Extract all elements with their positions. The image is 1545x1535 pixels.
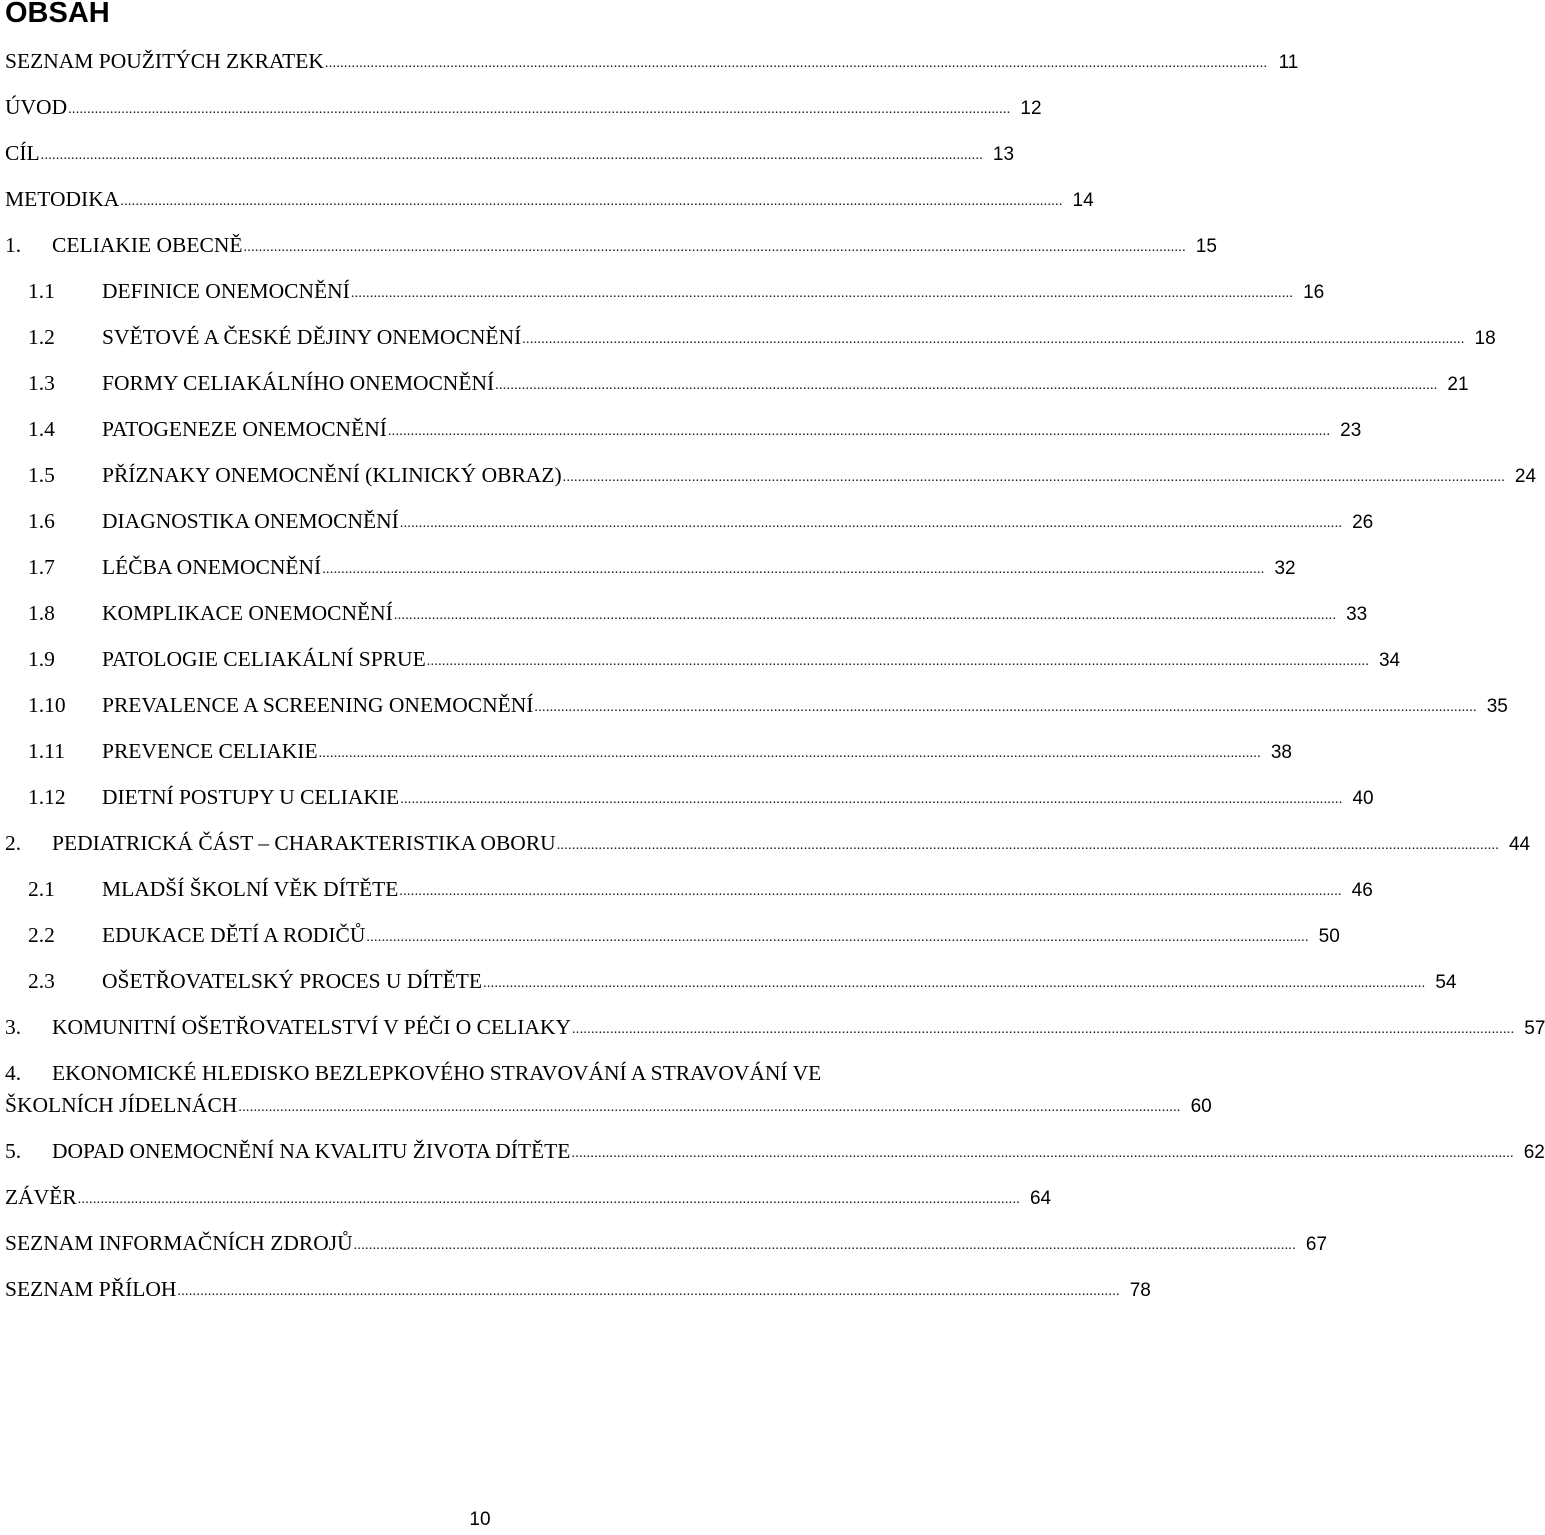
- toc-leader-dots: [427, 643, 1369, 677]
- toc-entry-page: 16: [1303, 282, 1325, 303]
- toc-entry-page: 78: [1129, 1280, 1151, 1301]
- toc-entry[interactable]: [5, 1058, 960, 1088]
- toc-entry-page: 13: [992, 144, 1015, 165]
- toc-entry[interactable]: [5, 1228, 1328, 1258]
- toc-entry-number: 2.2: [28, 923, 55, 947]
- toc-leader-dots: [78, 1181, 1020, 1215]
- toc-entry[interactable]: [28, 506, 1374, 536]
- toc-entry-page: 24: [1514, 466, 1537, 487]
- toc-leader-dots: [394, 597, 1336, 631]
- toc-entry-title: SVĚTOVÉ A ČESKÉ DĚJINY ONEMOCNĚNÍ: [102, 325, 522, 349]
- toc-entry[interactable]: [5, 1182, 1052, 1212]
- toc-entry-page: 11: [1278, 52, 1299, 73]
- toc-entry-title: ÚVOD: [5, 95, 68, 119]
- toc-entry-title: DIAGNOSTIKA ONEMOCNĚNÍ: [102, 509, 399, 533]
- toc-entry-title-continued: ŠKOLNÍCH JÍDELNÁCH: [5, 1093, 238, 1117]
- toc-entry[interactable]: [5, 1012, 1545, 1042]
- toc-leader-dots: [354, 1227, 1296, 1261]
- toc-entry-title: CELIAKIE OBECNĚ: [52, 233, 243, 257]
- toc-leader-dots: [483, 965, 1425, 999]
- toc-entry-number: 1.: [5, 233, 22, 257]
- toc-entry-page: 33: [1346, 604, 1368, 625]
- toc-entry-number: 1.8: [28, 601, 55, 625]
- toc-leader-dots: [322, 551, 1264, 585]
- toc-entry-title: KOMUNITNÍ OŠETŘOVATELSTVÍ V PÉČI O CELIAKY: [52, 1015, 571, 1039]
- toc-entry-number: 1.6: [28, 509, 55, 533]
- toc-entry-title: DEFINICE ONEMOCNĚNÍ: [102, 279, 350, 303]
- toc-entry-title: MLADŠÍ ŠKOLNÍ VĚK DÍTĚTE: [102, 877, 399, 901]
- toc-entry-title: PATOLOGIE CELIAKÁLNÍ SPRUE: [102, 647, 426, 671]
- toc-entry-title: PATOGENEZE ONEMOCNĚNÍ: [102, 417, 387, 441]
- toc-leader-dots: [557, 827, 1499, 861]
- toc-entry[interactable]: [28, 874, 1373, 904]
- toc-entry-title: SEZNAM POUŽITÝCH ZKRATEK: [5, 49, 324, 73]
- toc-entry-page: 60: [1190, 1096, 1212, 1117]
- toc-entry-page: 44: [1508, 834, 1531, 855]
- toc-entry-number: 1.12: [28, 785, 66, 809]
- toc-heading: OBSAH: [5, 0, 110, 29]
- toc-entry-page: 14: [1072, 190, 1094, 211]
- toc-entry-page: 67: [1305, 1234, 1328, 1255]
- toc-entry-title: CÍL: [5, 141, 40, 165]
- toc-entry[interactable]: [28, 598, 1368, 628]
- toc-entry[interactable]: [28, 644, 1401, 674]
- toc-entry[interactable]: [28, 368, 1469, 398]
- toc-entry-page: 35: [1486, 696, 1508, 717]
- toc-entry[interactable]: [5, 230, 1217, 260]
- toc-entry[interactable]: [5, 184, 1094, 214]
- toc-leader-dots: [563, 459, 1505, 493]
- toc-leader-dots: [120, 183, 1062, 217]
- toc-entry[interactable]: [5, 138, 1015, 168]
- toc-entry[interactable]: [5, 92, 1042, 122]
- toc-entry-number: 1.3: [28, 371, 55, 395]
- toc-leader-dots: [495, 367, 1437, 401]
- toc-entry-number: 1.5: [28, 463, 55, 487]
- toc-entry-number: 4.: [5, 1061, 22, 1085]
- toc-entry[interactable]: [28, 460, 1537, 490]
- toc-leader-dots: [319, 735, 1261, 769]
- toc-entry[interactable]: [5, 1274, 1151, 1304]
- toc-entry-page: 46: [1351, 880, 1373, 901]
- toc-entry-title: LÉČBA ONEMOCNĚNÍ: [102, 555, 322, 579]
- toc-leader-dots: [41, 137, 983, 171]
- toc-entry[interactable]: [28, 782, 1374, 812]
- toc-entry-number: 1.2: [28, 325, 55, 349]
- toc-entry-continuation[interactable]: [5, 1090, 1212, 1120]
- toc-entry-number: 1.11: [28, 739, 65, 763]
- toc-leader-dots: [177, 1273, 1119, 1307]
- toc-entry-page: 21: [1447, 374, 1469, 395]
- toc-entry[interactable]: [28, 736, 1292, 766]
- toc-entry-title: SEZNAM INFORMAČNÍCH ZDROJŮ: [5, 1231, 353, 1255]
- toc-entry[interactable]: [5, 46, 1299, 76]
- toc-entry-page: 64: [1029, 1188, 1052, 1209]
- toc-entry-title: FORMY CELIAKÁLNÍHO ONEMOCNĚNÍ: [102, 371, 495, 395]
- toc-entry-title: SEZNAM PŘÍLOH: [5, 1277, 177, 1301]
- toc-entry-page: 40: [1352, 788, 1374, 809]
- toc-leader-dots: [388, 413, 1330, 447]
- toc-entry-title: EKONOMICKÉ HLEDISKO BEZLEPKOVÉHO STRAVOVÁNÍ A STRAVOVÁNÍ VE: [52, 1061, 822, 1085]
- toc-leader-dots: [571, 1135, 1513, 1169]
- toc-entry-page: 15: [1195, 236, 1217, 257]
- toc-entry-page: 57: [1524, 1018, 1545, 1039]
- toc-entry[interactable]: [28, 966, 1457, 996]
- toc-entry-title: OŠETŘOVATELSKÝ PROCES U DÍTĚTE: [102, 969, 483, 993]
- toc-leader-dots: [400, 505, 1342, 539]
- toc-leader-dots: [325, 45, 1267, 79]
- toc-entry-number: 2.3: [28, 969, 55, 993]
- toc-entry-title: ZÁVĚR: [5, 1185, 77, 1209]
- toc-entry[interactable]: [5, 828, 1531, 858]
- toc-entry[interactable]: [28, 690, 1508, 720]
- toc-entry-number: 2.: [5, 831, 22, 855]
- toc-entry-title: PREVALENCE A SCREENING ONEMOCNĚNÍ: [102, 693, 534, 717]
- toc-entry-number: 1.4: [28, 417, 55, 441]
- toc-entry-title: KOMPLIKACE ONEMOCNĚNÍ: [102, 601, 393, 625]
- toc-entry-number: 3.: [5, 1015, 22, 1039]
- toc-entry[interactable]: [28, 920, 1340, 950]
- toc-leader-dots: [351, 275, 1293, 309]
- toc-entry-title: DOPAD ONEMOCNĚNÍ NA KVALITU ŽIVOTA DÍTĚTE: [52, 1139, 571, 1163]
- toc-entry-title: EDUKACE DĚTÍ A RODIČŮ: [102, 923, 366, 947]
- toc-entry-number: 1.1: [28, 279, 55, 303]
- toc-entry-page: 34: [1378, 650, 1401, 671]
- toc-entry-title: DIETNÍ POSTUPY U CELIAKIE: [102, 785, 400, 809]
- toc-entry[interactable]: [28, 276, 1325, 306]
- toc-entry-page: 38: [1270, 742, 1292, 763]
- toc-entry-number: 2.1: [28, 877, 55, 901]
- toc-entry-page: 26: [1352, 512, 1374, 533]
- page-number: 10: [469, 1509, 491, 1530]
- toc-entry-title: PŘÍZNAKY ONEMOCNĚNÍ (KLINICKÝ OBRAZ): [102, 463, 562, 487]
- toc-entry-title: METODIKA: [5, 187, 120, 211]
- toc-leader-dots: [400, 781, 1342, 815]
- toc-entry-page: 54: [1435, 972, 1457, 993]
- toc-entry-number: 1.7: [28, 555, 55, 579]
- toc-leader-dots: [238, 1089, 1180, 1123]
- toc-entry[interactable]: [28, 414, 1362, 444]
- toc-entry[interactable]: [28, 322, 1496, 352]
- toc-leader-dots: [244, 229, 1186, 263]
- toc-leader-dots: [366, 919, 1308, 953]
- toc-leader-dots: [572, 1011, 1514, 1045]
- toc-leader-dots: [68, 91, 1010, 125]
- toc-entry-page: 50: [1318, 926, 1340, 947]
- toc-leader-dots: [522, 321, 1464, 355]
- toc-entry-title: PREVENCE CELIAKIE: [102, 739, 318, 763]
- toc-leader-dots: [534, 689, 1476, 723]
- toc-entry-page: 62: [1523, 1142, 1545, 1163]
- toc-entry-page: 12: [1020, 98, 1042, 119]
- toc-entry-page: 32: [1274, 558, 1296, 579]
- toc-entry-page: 18: [1474, 328, 1496, 349]
- toc-entry-number: 5.: [5, 1139, 22, 1163]
- toc-entry[interactable]: [28, 552, 1296, 582]
- toc-entry-number: 1.10: [28, 693, 66, 717]
- toc-entry[interactable]: [5, 1136, 1545, 1166]
- toc-entry-title: PEDIATRICKÁ ČÁST – CHARAKTERISTIKA OBORU: [52, 831, 556, 855]
- toc-entry-number: 1.9: [28, 647, 55, 671]
- toc-entry-page: 23: [1340, 420, 1362, 441]
- toc-leader-dots: [399, 873, 1341, 907]
